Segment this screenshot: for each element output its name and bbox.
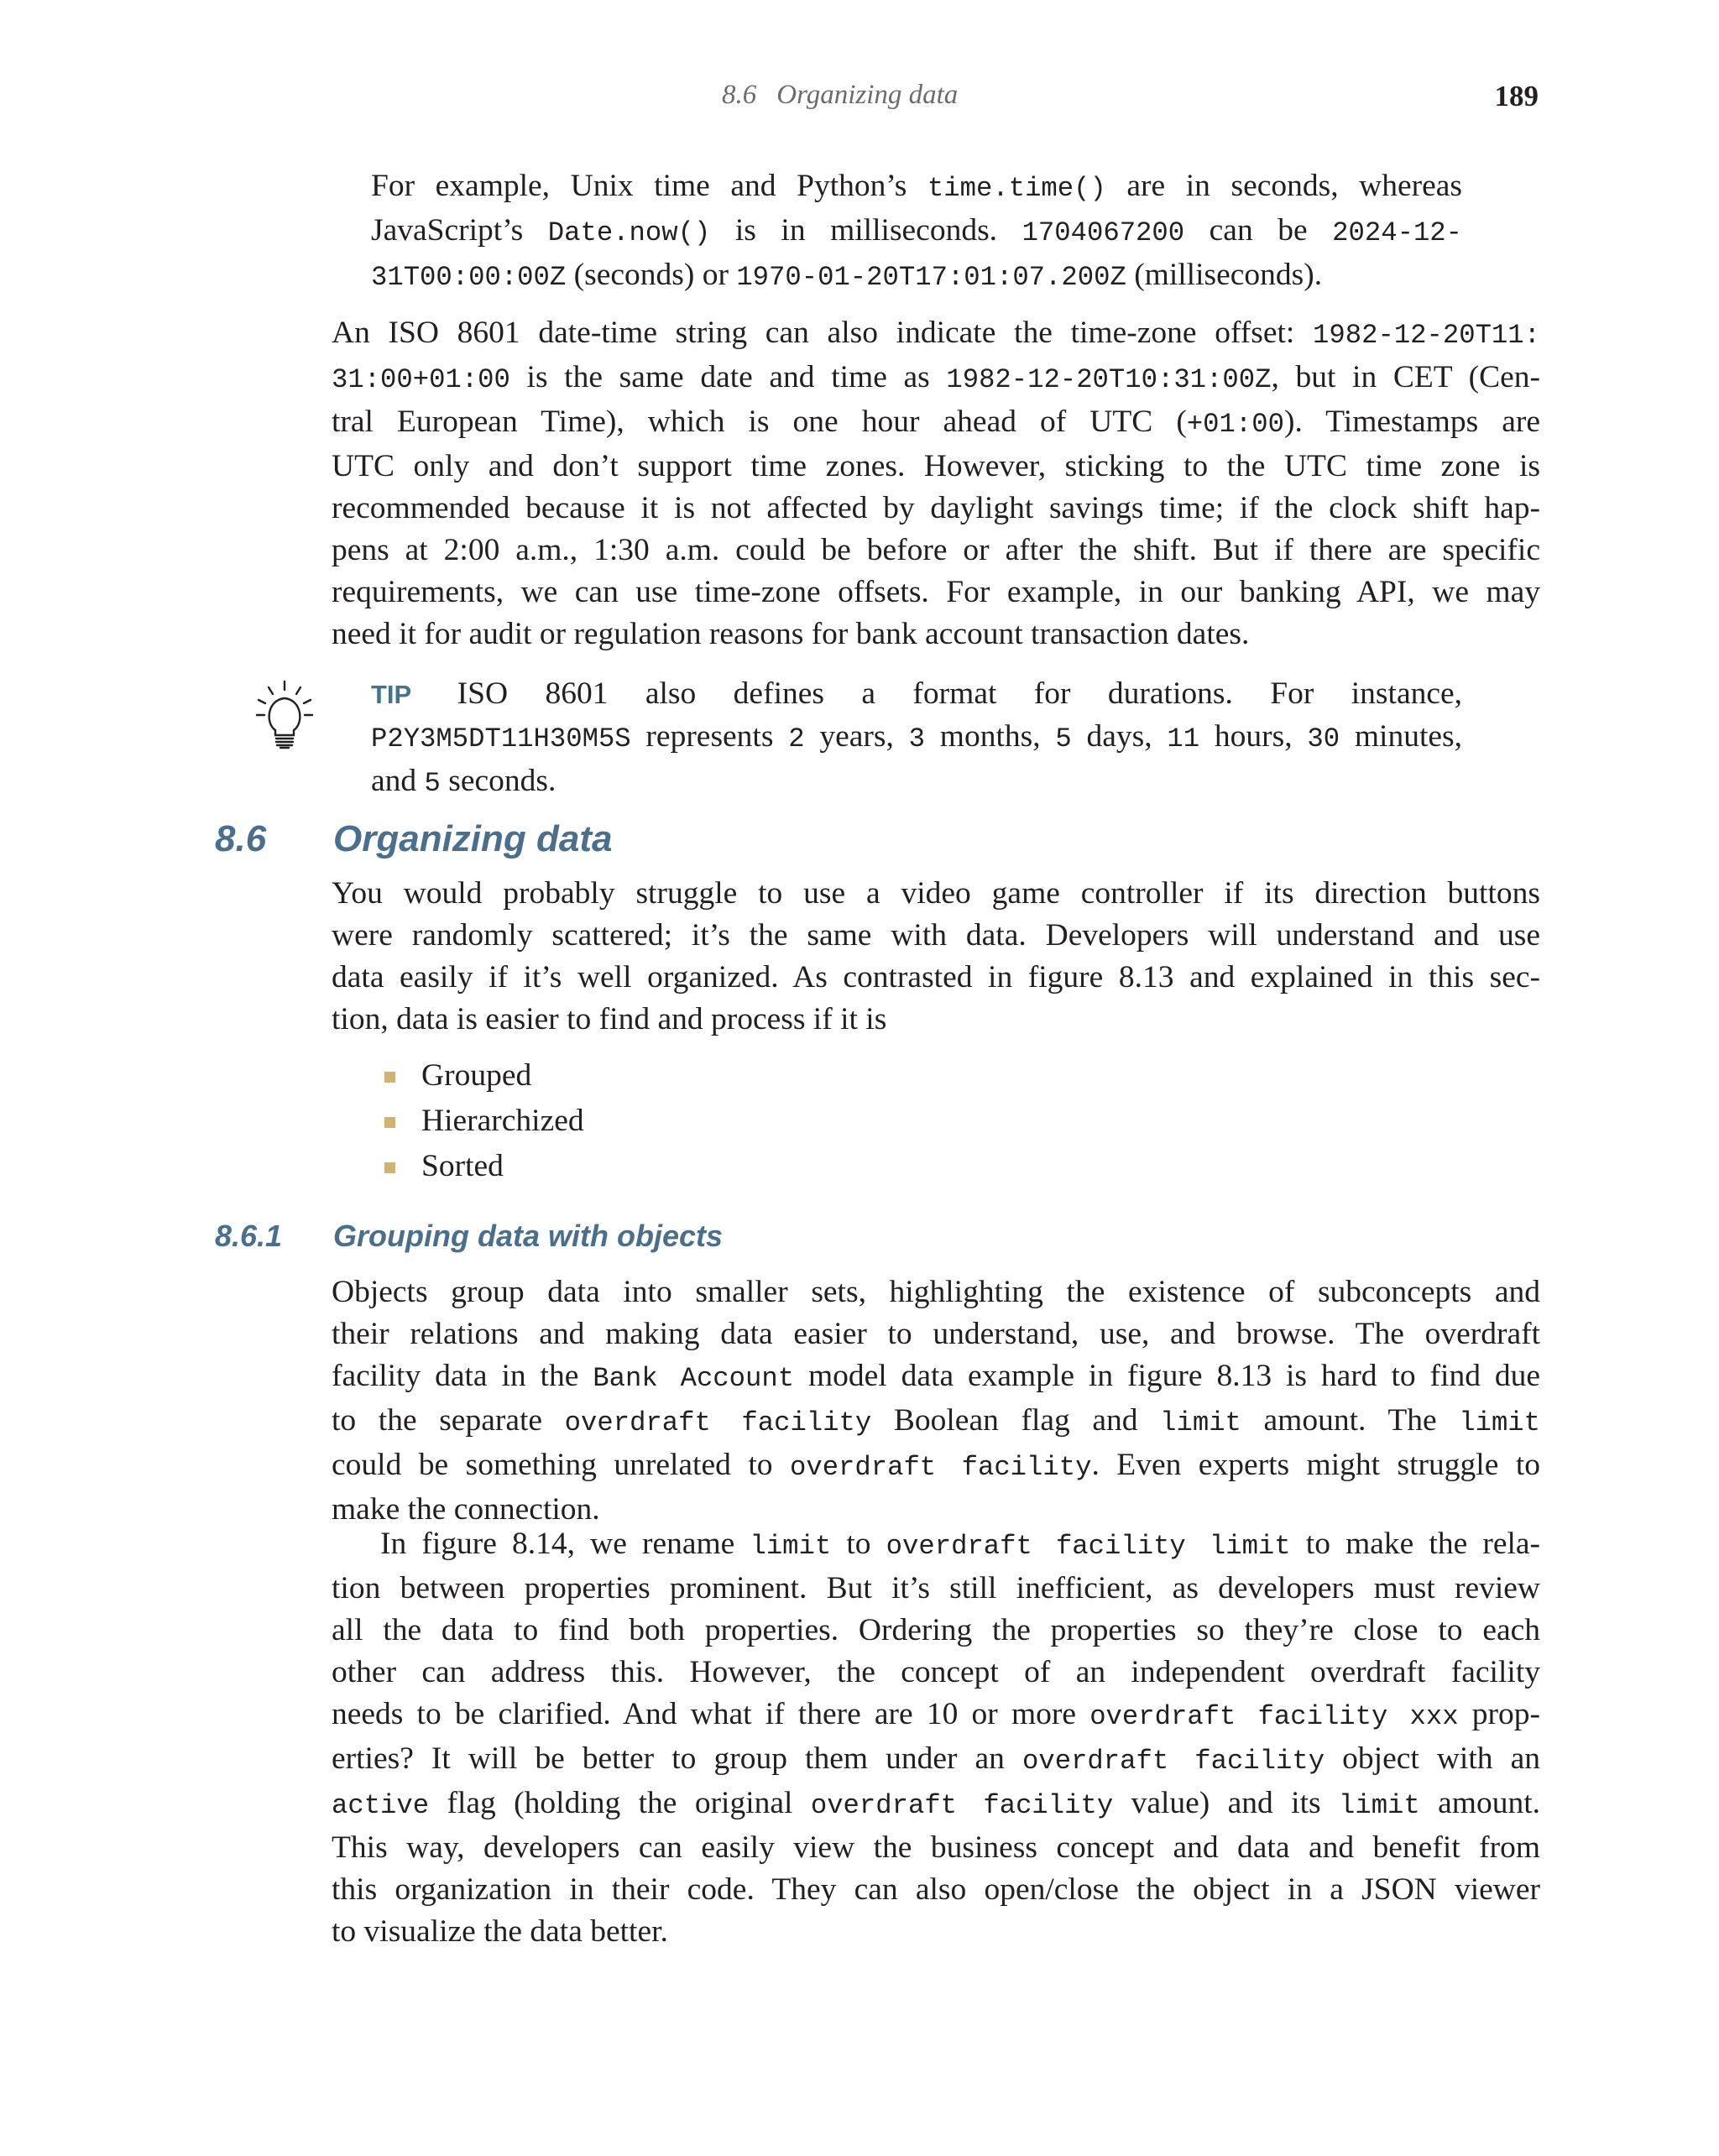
text-line: make the connection. [332, 1492, 600, 1527]
text-line: 31:00+01:00 is the same date and time as 1982-12-20T10:31:00Z, but in CET (Cen- [332, 360, 1540, 395]
text-line: tion, data is easier to find and process if it is [332, 1002, 887, 1036]
text-line: to visualize the data better. [332, 1914, 668, 1949]
text-line: pens at 2:00 a.m., 1:30 a.m. could be before or after the shift. But if there are specific [332, 533, 1540, 567]
running-head-title [722, 80, 958, 111]
text-line: P2Y3M5DT11H30M5S represents 2 years, 3 months, 5 days, 11 hours, 30 minutes, [371, 719, 1462, 754]
text-line: TIP ISO 8601 also defines a format for durations. For instance, [371, 676, 1462, 711]
running-head-section-title: Organizing data [776, 80, 959, 110]
square-bullet-icon [384, 1072, 395, 1083]
running-head [0, 80, 1719, 122]
text-line: requirements, we can use time-zone offsets. For example, in our banking API, we may [332, 575, 1540, 609]
text-line: were randomly scattered; it’s the same with data. Developers will understand and use [332, 918, 1540, 953]
square-bullet-icon [384, 1162, 395, 1173]
text-line: This way, developers can easily view the business concept and data and benefit from [332, 1830, 1540, 1865]
tip-label: TIP [371, 680, 412, 709]
text-line: You would probably struggle to use a video game controller if its direction buttons [332, 876, 1540, 911]
page-number: 189 [1494, 80, 1539, 112]
text-line: needs to be clarified. And what if there are 10 or more overdraft facility xxx prop- [332, 1697, 1540, 1732]
text-line: active flag (holding the original overdraft facility value) and its limit amount. [332, 1786, 1540, 1821]
section-title: Organizing data [333, 818, 613, 859]
text-line: In figure 8.14, we rename limit to overdraft facility limit to make the rela- [380, 1527, 1541, 1562]
section-number: 8.6 [215, 818, 267, 859]
rename-paragraph [332, 1523, 1540, 1953]
lightbulb-icon [253, 680, 316, 750]
text-line: An ISO 8601 date-time string can also indicate the time-zone offset: 1982-12-20T11: [332, 316, 1540, 351]
text-line: and 5 seconds. [371, 764, 556, 799]
text-line: erties? It will be better to group them under an overdraft facility object with an [332, 1741, 1540, 1777]
text-line: facility data in the Bank Account model data example in figure 8.13 is hard to find due [332, 1359, 1541, 1394]
text-line: tral European Time), which is one hour ahead of UTC (+01:00). Timestamps are [332, 405, 1540, 440]
grouping-paragraph [332, 1271, 1540, 1531]
text-line: their relations and making data easier to understand, use, and browse. The overdraft [332, 1317, 1540, 1351]
iso-paragraph [332, 312, 1540, 655]
tip-paragraph [371, 673, 1462, 805]
text-line: all the data to find both properties. Ordering the properties so they’re close to each [332, 1613, 1540, 1647]
text-line: UTC only and don’t support time zones. However, sticking to the UTC time zone is [332, 449, 1540, 483]
list-item: Hierarchized [384, 1100, 584, 1146]
text-line: this organization in their code. They can also open/close the object in a JSON viewer [332, 1872, 1540, 1907]
text-line: tion between properties prominent. But it’s still inefficient, as developers must review [332, 1571, 1540, 1605]
text-line: JavaScript’s Date.now() is in milliseconds. 1704067200 can be 2024-12- [371, 213, 1462, 248]
subsection-number: 8.6.1 [215, 1219, 283, 1253]
list-item: Grouped [384, 1055, 584, 1100]
example-paragraph [371, 165, 1462, 299]
section-intro-paragraph [332, 873, 1540, 1041]
square-bullet-icon [384, 1117, 395, 1128]
text-line: Objects group data into smaller sets, highlighting the existence of subconcepts and [332, 1275, 1540, 1309]
text-line: data easily if it’s well organized. As contrasted in figure 8.13 and explained in this sec- [332, 960, 1540, 994]
text-line: 31T00:00:00Z (seconds) or 1970-01-20T17:01:07.200Z (milliseconds). [371, 258, 1323, 293]
text-line: For example, Unix time and Python’s time.time() are in seconds, whereas [371, 169, 1462, 204]
bullet-list [384, 1055, 584, 1191]
subsection-title: Grouping data with objects [333, 1219, 724, 1253]
running-head-section-number: 8.6 [722, 80, 757, 110]
text-line: need it for audit or regulation reasons for bank account transaction dates. [332, 617, 1250, 651]
text-line: other can address this. However, the concept of an independent overdraft facility [332, 1655, 1540, 1689]
text-line: could be something unrelated to overdraft facility. Even experts might struggle to [332, 1448, 1540, 1483]
text-line: recommended because it is not affected by daylight savings time; if the clock shift hap- [332, 491, 1540, 525]
text-line: to the separate overdraft facility Boolean flag and limit amount. The limit [332, 1403, 1541, 1438]
list-item: Sorted [384, 1146, 584, 1191]
